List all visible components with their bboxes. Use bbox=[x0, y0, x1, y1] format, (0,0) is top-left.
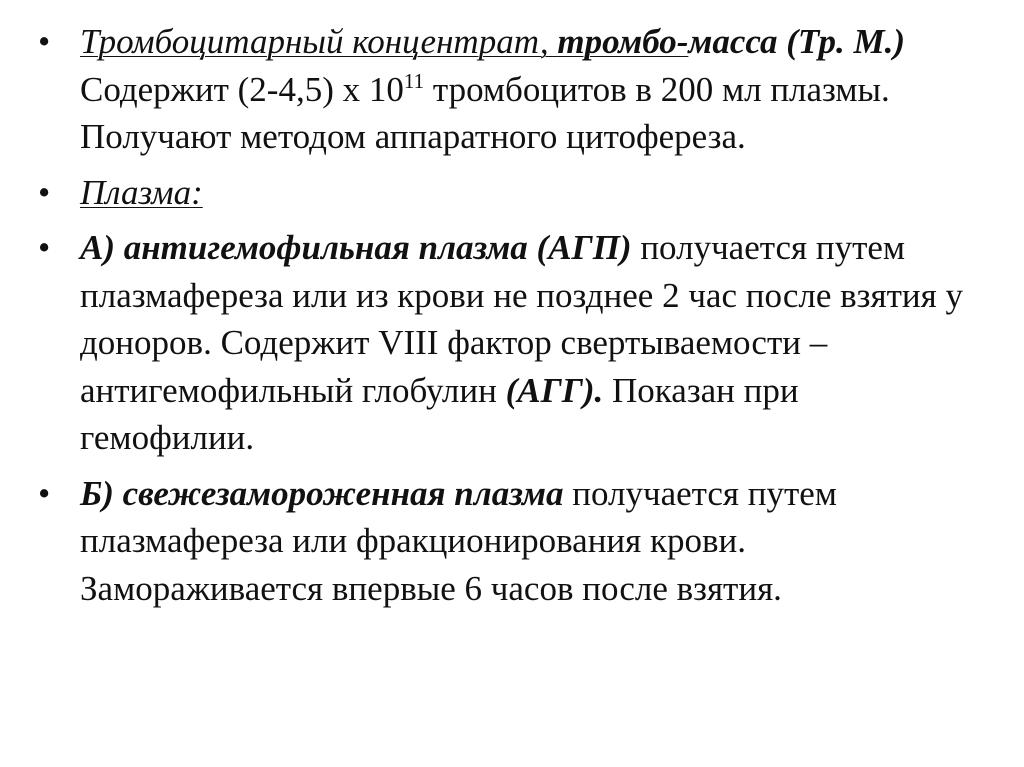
antihemophilic-plasma-text: получается путем плазмафереза или из крови не позднее 2 час после взятия у доноров. Содержит VIII фактор свертываемости – антигемофильный глобулин bbox=[80, 228, 963, 410]
fresh-frozen-plasma-text: получается путем плазмафереза или фракционирования крови. Замораживается впервые 6 часов после взятия. bbox=[80, 473, 837, 608]
bullet-plasma-heading bbox=[38, 169, 968, 217]
platelet-mass-term-prefix: тромбо- bbox=[557, 22, 689, 61]
fresh-frozen-plasma-term: Б) свежезамороженная плазма bbox=[80, 473, 564, 513]
platelet-method-text: тромбоцитов в 200 мл плазмы. Получают методом аппаратного цитофереза. bbox=[80, 69, 890, 156]
hemophilia-indication-text: Показан при гемофилии. bbox=[80, 370, 799, 457]
exponent-superscript: 11 bbox=[403, 68, 425, 93]
bullet-platelet-concentrate bbox=[38, 18, 968, 161]
bullet-list bbox=[38, 18, 968, 620]
agg-term: (АГГ). bbox=[505, 370, 604, 410]
bullet-antihemophilic-plasma bbox=[38, 224, 968, 462]
plasma-heading: Плазма: bbox=[80, 172, 203, 212]
antihemophilic-plasma-term: А) антигемофильная плазма (АГП) bbox=[80, 228, 632, 267]
platelet-content-text: Содержит (2-4,5) х 10 bbox=[80, 69, 404, 109]
platelet-mass-term: масса (Тр. М.) bbox=[688, 22, 905, 61]
platelet-concentrate-term: Тромбоцитарный концентрат, bbox=[80, 22, 558, 61]
bullet-fresh-frozen-plasma bbox=[38, 470, 968, 613]
